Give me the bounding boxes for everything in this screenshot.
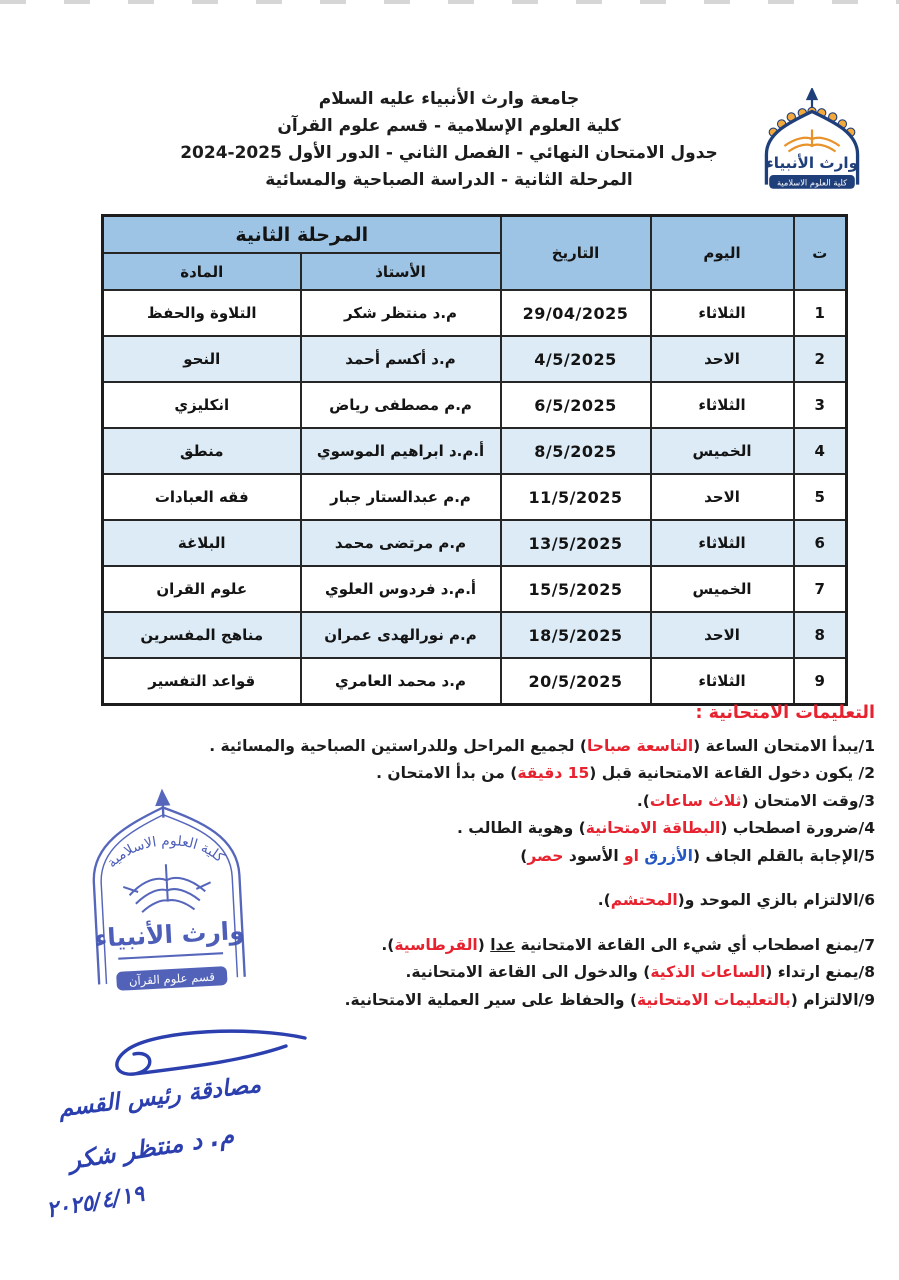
instruction-segment: ): [520, 846, 528, 865]
cell-day: الاحد: [651, 474, 794, 520]
instruction-segment: الأزرق: [644, 846, 693, 865]
cell-no: 8: [794, 612, 847, 658]
instruction-segment: 5/الإجابة بالقلم الجاف (: [692, 846, 875, 865]
col-header-date: التاريخ: [501, 216, 651, 291]
instruction-segment: 1/يبدأ الامتحان الساعة (: [693, 736, 875, 755]
col-header-day: اليوم: [651, 216, 794, 291]
col-header-professor: الأستاذ: [301, 253, 501, 290]
cell-date: 18/5/2025: [501, 612, 651, 658]
exam-schedule-table-wrap: [101, 214, 845, 706]
instruction-segment: ) لجميع المراحل وللدراستين الصباحية والمسائية .: [209, 736, 587, 755]
cell-no: 1: [794, 290, 847, 336]
cell-no: 6: [794, 520, 847, 566]
cell-subject: منطق: [103, 428, 301, 474]
cell-subject: قواعد التفسير: [103, 658, 301, 705]
instruction-segment: 6/الالتزام بالزي الموحد و(: [677, 891, 875, 909]
signature-approval-text: مصادقة رئيس القسم: [57, 1071, 263, 1123]
cell-professor: م.د أكسم أحمد: [301, 336, 501, 382]
cell-professor: م.د منتظر شكر: [301, 290, 501, 336]
header-stage-study-type: المرحلة الثانية - الدراسة الصباحية والمسائية: [265, 170, 633, 190]
instruction-segment: ).: [597, 891, 611, 909]
cell-subject: فقه العبادات: [103, 474, 301, 520]
table-row: [103, 658, 847, 705]
cell-date: 13/5/2025: [501, 520, 651, 566]
cell-day: الثلاثاء: [651, 658, 794, 705]
instruction-segment: التاسعة صباحا: [586, 736, 694, 755]
exam-table-body: [103, 290, 847, 705]
svg-text:وارث الأنبياء: وارث الأنبياء: [765, 154, 859, 173]
header-schedule-title: جدول الامتحان النهائي - الفصل الثاني - الدور الأول 2025-2024: [180, 143, 718, 163]
instruction-segment: 8/يمنع ارتداء (: [765, 963, 875, 981]
instruction-segment: ) من بدأ الامتحان .: [376, 764, 518, 782]
cell-no: 7: [794, 566, 847, 612]
cell-no: 9: [794, 658, 847, 705]
cell-professor: م.م مرتضى محمد: [301, 520, 501, 566]
cell-no: 2: [794, 336, 847, 382]
instruction-segment: او: [618, 846, 645, 865]
cell-date: 29/04/2025: [501, 290, 651, 336]
instruction-segment: القرطاسية: [394, 935, 478, 954]
cell-professor: أ.م.د ابراهيم الموسوي: [301, 428, 501, 474]
table-row: [103, 382, 847, 428]
instructions-heading: التعليمات الامتحانية :: [695, 703, 875, 723]
cell-subject: النحو: [103, 336, 301, 382]
stamp-banner-text: قسم علوم القرآن: [128, 969, 216, 989]
cell-date: 6/5/2025: [501, 382, 651, 428]
cell-date: 8/5/2025: [501, 428, 651, 474]
cell-subject: مناهج المفسرين: [103, 612, 301, 658]
table-row: [103, 566, 847, 612]
cell-professor: م.م نورالهدى عمران: [301, 612, 501, 658]
instruction-segment: الساعات الذكية: [650, 963, 766, 981]
table-row: [103, 520, 847, 566]
cell-subject: البلاغة: [103, 520, 301, 566]
instruction-segment: 15 دقيقة: [517, 764, 590, 782]
cell-day: الثلاثاء: [651, 382, 794, 428]
cell-date: 11/5/2025: [501, 474, 651, 520]
instruction-segment: عدا: [490, 935, 516, 954]
table-row: [103, 612, 847, 658]
signature-date: ٢٠٢٥/٤/١٩: [44, 1181, 147, 1224]
logo-banner-text: كلية العلوم الاسلامية: [777, 177, 847, 188]
instruction-segment: 9/الالتزام (: [790, 990, 875, 1009]
instruction-segment: المحتشم: [610, 891, 678, 909]
instruction-segment: بالتعليمات الامتحانية: [637, 990, 791, 1009]
cell-no: 5: [794, 474, 847, 520]
instruction-segment: ) وهوية الطالب .: [456, 819, 586, 837]
cell-professor: م.م عبدالستار جبار: [301, 474, 501, 520]
instruction-segment: 2/ يكون دخول القاعة الامتحانية قبل (: [589, 764, 875, 782]
cell-day: الخميس: [651, 566, 794, 612]
signature-block: [30, 1018, 350, 1248]
cell-date: 20/5/2025: [501, 658, 651, 705]
instruction-segment: 3/وقت الامتحان (: [741, 791, 875, 810]
stamp-main-text: وارث الأنبياء: [93, 915, 246, 953]
cell-day: الخميس: [651, 428, 794, 474]
cell-day: الثلاثاء: [651, 520, 794, 566]
table-row: [103, 336, 847, 382]
cell-subject: انكليزي: [103, 382, 301, 428]
stamp-arc-text: كلية العلوم الاسلامية: [103, 833, 228, 872]
instruction-segment: ) والدخول الى القاعة الامتحانية.: [405, 963, 651, 981]
cell-no: 4: [794, 428, 847, 474]
instruction-segment: البطاقة الامتحانية: [585, 819, 721, 837]
cell-subject: التلاوة والحفظ: [103, 290, 301, 336]
header-college-department: كلية العلوم الإسلامية - قسم علوم القرآن: [277, 116, 621, 136]
cell-no: 3: [794, 382, 847, 428]
cell-day: الاحد: [651, 336, 794, 382]
header-university-name: جامعة وارث الأنبياء عليه السلام: [318, 89, 580, 109]
instruction-segment: ) والحفاظ على سير العملية الامتحانية.: [344, 990, 638, 1009]
instruction-segment: 4/ضرورة اصطحاب (: [720, 819, 875, 837]
col-header-subject: المادة: [103, 253, 301, 290]
table-row: [103, 474, 847, 520]
cell-professor: م.د محمد العامري: [301, 658, 501, 705]
instruction-segment: حصر: [527, 846, 564, 865]
instruction-item: [105, 733, 875, 761]
cell-date: 4/5/2025: [501, 336, 651, 382]
cell-professor: م.م مصطفى رياض: [301, 382, 501, 428]
table-row: [103, 290, 847, 336]
cell-date: 15/5/2025: [501, 566, 651, 612]
cell-subject: علوم القران: [103, 566, 301, 612]
document-header: [169, 86, 729, 194]
scan-artifact-top-edge: [0, 0, 899, 4]
instruction-segment: ثلاث ساعات: [649, 791, 742, 810]
university-logo-icon: [742, 88, 882, 204]
col-header-no: ت: [794, 216, 847, 291]
instruction-segment: (: [477, 935, 491, 954]
university-logo: [742, 88, 882, 204]
cell-day: الاحد: [651, 612, 794, 658]
stage-title-cell: المرحلة الثانية: [103, 216, 501, 254]
stamp-seal-icon: [60, 781, 276, 1029]
table-row: [103, 428, 847, 474]
instruction-segment: 7/يمنع اصطحاب أي شيء الى القاعة الامتحانية: [515, 935, 875, 954]
cell-day: الثلاثاء: [651, 290, 794, 336]
department-stamp: [60, 781, 276, 1029]
signature-name: م. د منتظر شكر: [66, 1121, 236, 1175]
instruction-segment: ).: [636, 791, 650, 810]
instruction-segment: ).: [381, 935, 395, 954]
table-header-row-1: [103, 216, 847, 254]
cell-professor: أ.م.د فردوس العلوي: [301, 566, 501, 612]
exam-schedule-table: [101, 214, 848, 706]
instruction-segment: الأسود: [563, 846, 619, 865]
